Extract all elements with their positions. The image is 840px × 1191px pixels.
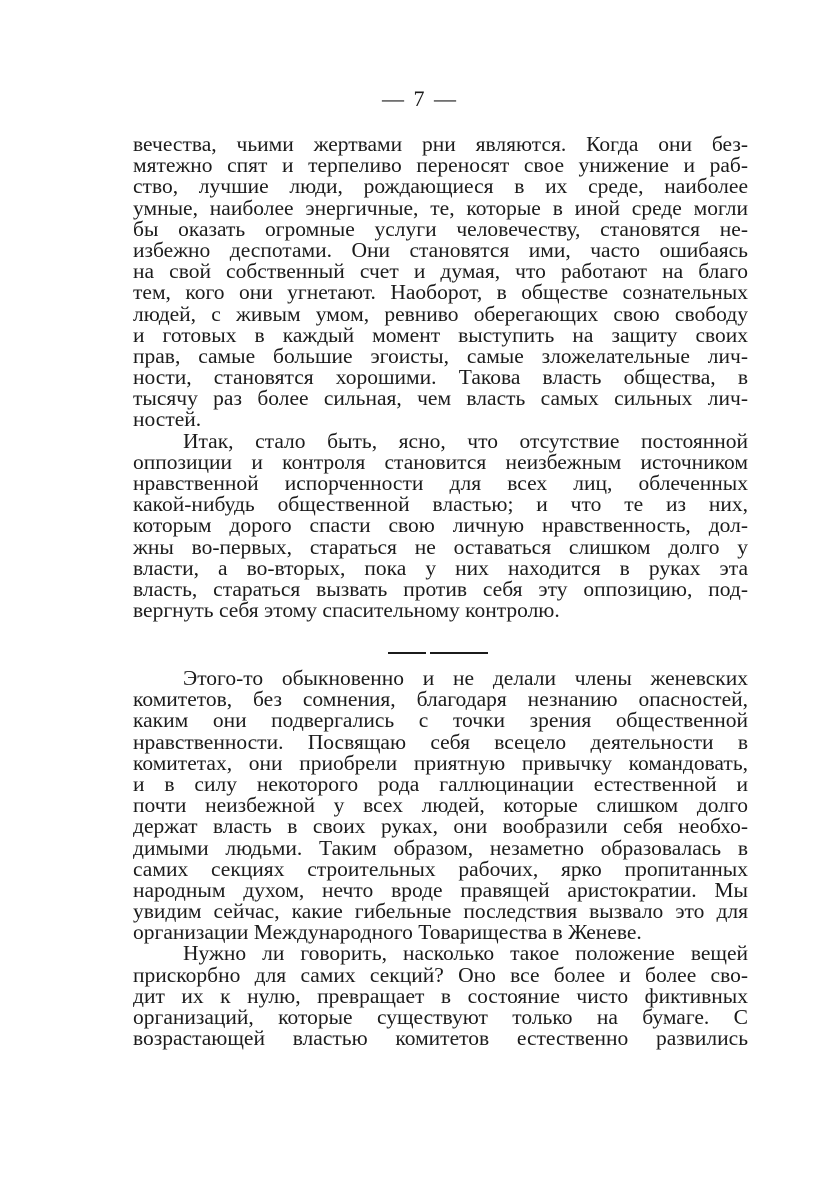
text-line: людей, с живым умом, ревниво оберегающих свою свободу [133,301,748,326]
text-line: дит их к нулю, превращает в состояние чисто фиктивных [133,983,748,1008]
text-line: умные, наиболее энергичные, те, которые в иной среде могли [133,195,748,220]
page-number: — 7 — [382,86,458,111]
text-line: комитетах, они приобрели приятную привычку командовать, [133,750,748,775]
text-line: прав, самые большие эгоисты, самые зложелательные лич- [133,343,748,368]
text-block-1 [133,134,748,621]
text-line: которым дорого спасти свою личную нравственность, дол- [133,513,748,538]
text-line: димыми людьми. Таким образом, незаметно образовалась в [133,835,748,860]
text-line: каким они подвергались с точки зрения общественной [133,708,748,733]
text-line: и готовых в каждый момент выступить на защиту своих [133,322,748,347]
text-line: мятежно спят и терпеливо переносят свое унижение и раб- [133,153,748,178]
text-line: какой-нибудь общественной властью; и что те из них, [133,492,748,517]
text-line: возрастающей властью комитетов естественно развились [133,1026,748,1051]
text-line: почти неизбежной у всех людей, которые слишком долго [133,793,748,818]
text-line: вергнуть себя этому спасительному контролю. [133,598,560,623]
text-line: организации Международного Товарищества в Женеве. [133,920,642,945]
text-line: власти, а во-вторых, пока у них находится в руках эта [133,555,748,580]
text-line: нравственности. Посвящаю себя всецело деятельности в [133,729,748,754]
text-line: прискорбно для самих секций? Оно все более и более сво- [133,962,748,987]
text-line: Итак, стало быть, ясно, что отсутствие постоянной [183,428,748,453]
text-line: ности, становятся хорошими. Такова власть общества, в [133,365,748,390]
text-line: Нужно ли говорить, насколько такое положение вещей [183,941,748,966]
text-line: на свой собственный счет и думая, что работают на благо [133,259,748,284]
text-block-2 [133,668,748,1049]
text-line: самих секциях строительных рабочих, ярко пропитанных [133,856,748,881]
text-line: организаций, которые существуют только на бумаге. С [133,1005,748,1029]
text-line: вечества, чьими жертвами рни являются. Когда они без- [133,132,748,156]
text-line: бы оказать огромные услуги человечеству, становятся не- [133,216,748,241]
text-line: жны во-первых, стараться не оставаться слишком долго у [133,534,748,559]
section-divider [388,652,488,655]
text-line: Этого-то обыкновенно и не делали члены женевских [183,666,748,690]
text-line: тем, кого они угнетают. Наоборот, в обществе сознательных [133,280,748,305]
text-line: избежно деспотами. Они становятся ими, часто ошибаясь [133,237,748,262]
text-line: увидим сейчас, какие гибельные последствия вызвало это для [133,899,748,924]
text-line: держат власть в своих руках, они вообразили себя необхо- [133,814,748,839]
text-line: оппозиции и контроля становится неизбежным источником [133,449,748,474]
text-line: комитетов, без сомнения, благодаря незнанию опасностей, [133,687,748,712]
text-line: нравственной испорченности для всех лиц, облеченных [133,471,748,495]
text-line: и в силу некоторого рода галлюцинации естественной и [133,771,748,796]
text-line: народным духом, нечто вроде правящей аристократии. Мы [133,877,748,902]
text-line: ство, лучшие люди, рождающиеся в их среде, наиболее [133,174,748,199]
text-line: ностей. [133,407,202,432]
text-line: тысячу раз более сильная, чем власть самых сильных лич- [133,386,748,411]
text-line: власть, стараться вызвать против себя эту оппозицию, под- [133,576,748,601]
